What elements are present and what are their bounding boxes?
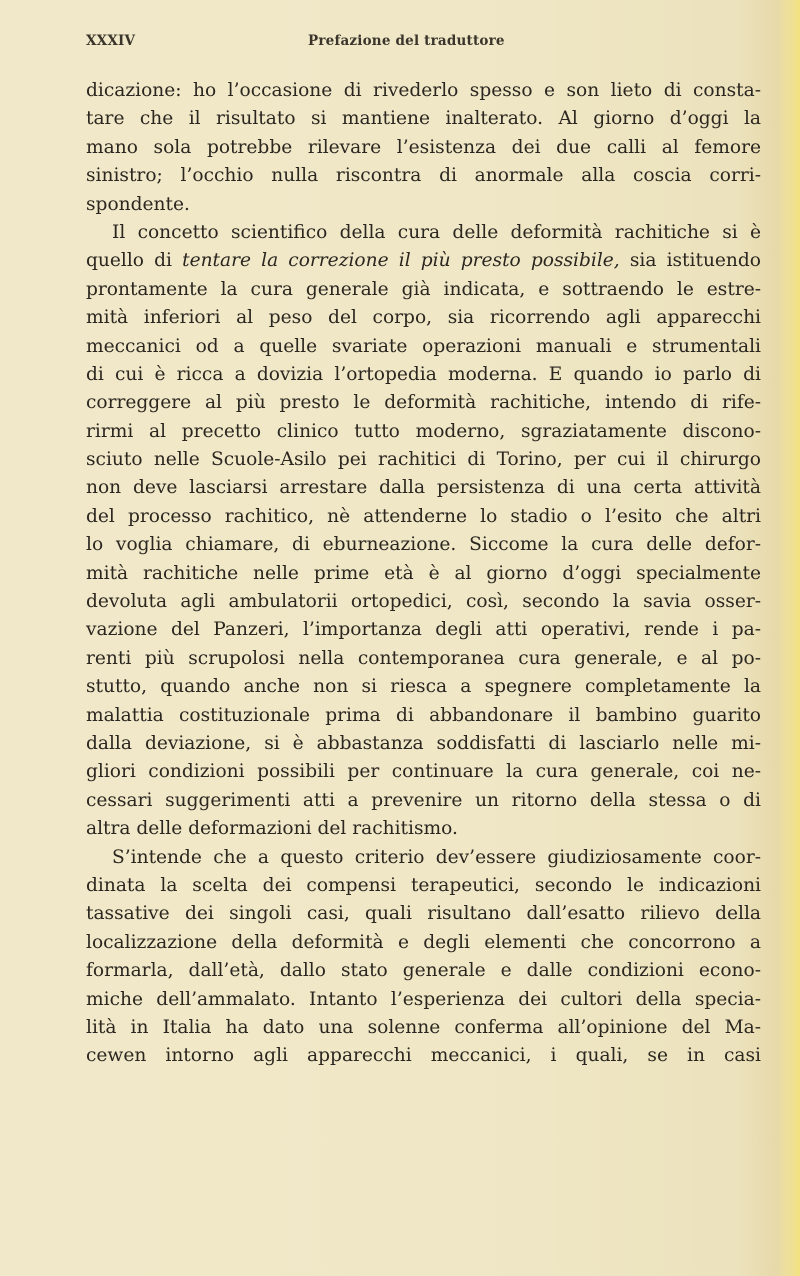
text-line: cewen intorno agli apparecchi meccanici, i quali, se in casi	[86, 1045, 761, 1067]
text-line: cessari suggerimenti atti a prevenire un ritorno della stessa o di	[86, 789, 761, 811]
text-line	[86, 247, 761, 275]
text-line: dicazione: ho l’occasione di rivederlo spesso e son lieto di consta-	[86, 80, 761, 101]
text-line: sciuto nelle Scuole-Asilo pei rachitici di Torino, per cui il chirurgo	[86, 449, 761, 471]
text-line: meccanici od a quelle svariate operazioni manuali e strumentali	[86, 335, 761, 357]
text-line: devoluta agli ambulatorii ortopedici, così, secondo la savia osser-	[86, 591, 761, 613]
text-line: mità rachitiche nelle prime età è al giorno d’oggi specialmente	[86, 562, 761, 584]
text-line: gliori condizioni possibili per continuare la cura generale, coi ne-	[86, 761, 761, 783]
paragraph-start: S’intende che a questo criterio dev’essere giudiziosamente coor-	[112, 846, 761, 868]
text-line: prontamente la cura generale già indicata, e sottraendo le estre-	[86, 278, 761, 300]
text-line: dinata la scelta dei compensi terapeutici, secondo le indicazioni	[86, 874, 761, 896]
paragraph-start: Il concetto scientifico della cura delle deformità rachitiche si è	[112, 221, 761, 243]
text-line: miche dell’ammalato. Intanto l’esperienza dei cultori della specia-	[86, 988, 761, 1010]
text-line: non deve lasciarsi arrestare dalla persistenza di una certa attività	[86, 477, 761, 499]
page-edge	[778, 0, 800, 1276]
text-line: localizzazione della deformità e degli elementi che concorrono a	[86, 931, 761, 953]
text-span: sia istituendo	[619, 250, 761, 272]
text-span: quello di	[86, 250, 183, 272]
body-text	[86, 77, 761, 1071]
text-line: altra delle deformazioni del rachitismo.	[86, 818, 458, 840]
text-line: lo voglia chiamare, di eburneazione. Siccome la cura delle defor-	[86, 534, 761, 556]
italic-phrase: tentare la correzione il più presto possibile,	[182, 250, 620, 272]
text-line: stutto, quando anche non si riesca a spegnere completamente la	[86, 676, 761, 698]
text-line: dalla deviazione, si è abbastanza soddisfatti di lasciarlo nelle mi-	[86, 732, 761, 754]
text-line: di cui è ricca a dovizia l’ortopedia moderna. E quando io parlo di	[86, 363, 761, 385]
running-header	[86, 33, 746, 55]
text-line: rirmi al precetto clinico tutto moderno, sgraziatamente discono-	[86, 420, 761, 442]
text-line: sinistro; l’occhio nulla riscontra di anormale alla coscia corri-	[86, 165, 761, 187]
text-line: lità in Italia ha dato una solenne conferma all’opinione del Ma-	[86, 1016, 761, 1038]
text-line: correggere al più presto le deformità rachitiche, intendo di rife-	[86, 392, 761, 414]
text-line: mano sola potrebbe rilevare l’esistenza dei due calli al femore	[86, 136, 761, 158]
text-line: del processo rachitico, nè attenderne lo stadio o l’esito che altri	[86, 505, 761, 527]
text-line: formarla, dall’età, dallo stato generale e dalle condizioni econo-	[86, 960, 761, 982]
text-line: malattia costituzionale prima di abbandonare il bambino guarito	[86, 704, 761, 726]
text-line: mità inferiori al peso del corpo, sia ricorrendo agli apparecchi	[86, 307, 761, 329]
text-line: spondente.	[86, 193, 190, 215]
page-number: XXXIV	[86, 33, 136, 49]
text-line: vazione del Panzeri, l’importanza degli atti operativi, rende i pa-	[86, 619, 761, 641]
text-line: tare che il risultato si mantiene inalterato. Al giorno d’oggi la	[86, 108, 761, 130]
running-title: Prefazione del traduttore	[308, 33, 505, 49]
text-line: renti più scrupolosi nella contemporanea cura generale, e al po-	[86, 647, 761, 669]
text-line: tassative dei singoli casi, quali risultano dall’esatto rilievo della	[86, 903, 761, 925]
